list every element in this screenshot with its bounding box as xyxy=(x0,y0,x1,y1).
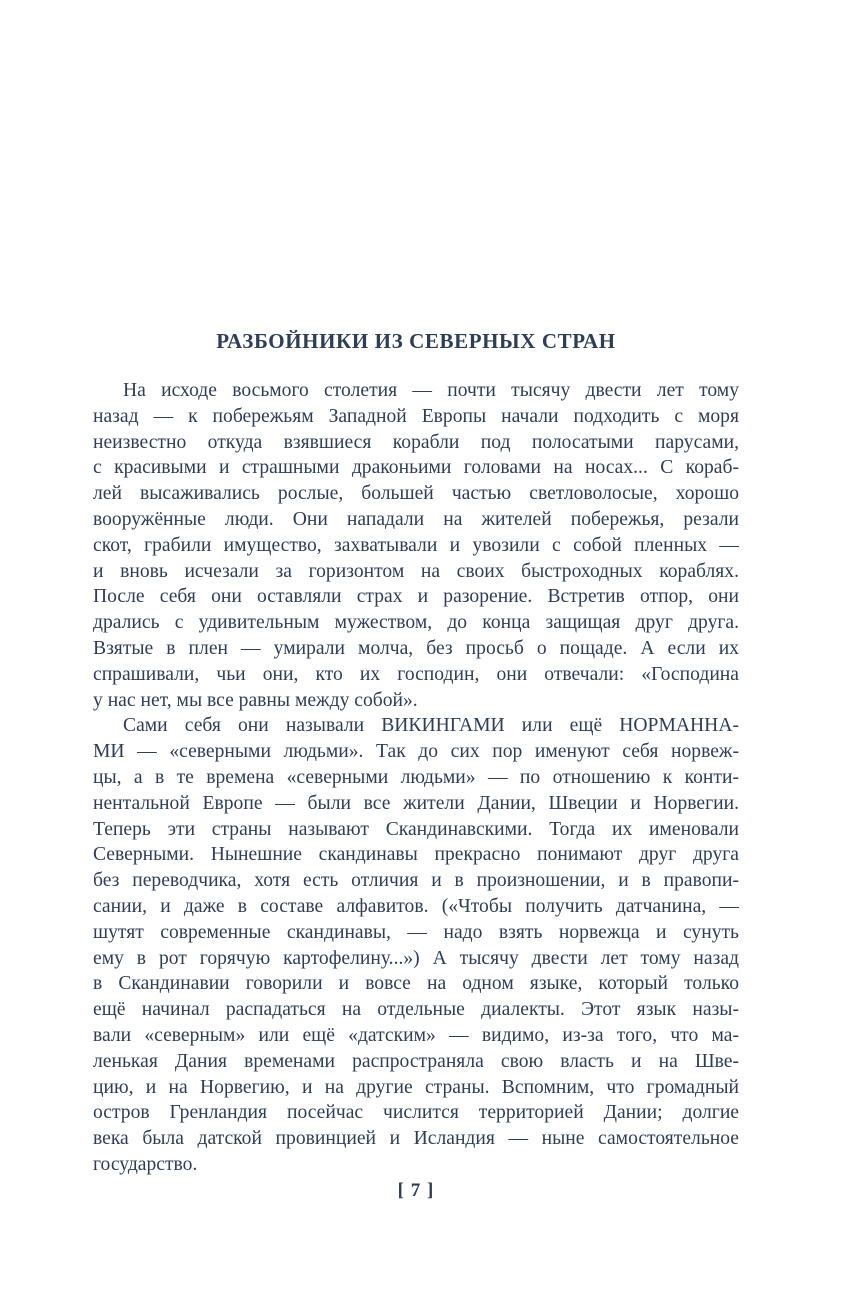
text-line: дрались с удивительным мужеством, до конца защищая друг друга. xyxy=(93,612,739,634)
text-line: сании, и даже в составе алфавитов. («Чтобы получить датчанина, — xyxy=(93,895,739,917)
text-line: вооружённые люди. Они нападали на жителей побережья, резали xyxy=(93,508,739,530)
text-line: нентальной Европе — были все жители Дании, Швеции и Норвегии. xyxy=(93,792,739,814)
page-number: [ 7 ] xyxy=(397,1180,435,1201)
text-line: После себя они оставляли страх и разорение. Встретив отпор, они xyxy=(93,586,739,608)
text-line: Теперь эти страны называют Скандинавскими. Тогда их именовали xyxy=(93,818,739,840)
text-line: века была датской провинцией и Исландия — ныне самостоятельное xyxy=(93,1128,739,1150)
text-line: Северными. Нынешние скандинавы прекрасно понимают друг друга xyxy=(93,844,739,866)
text-line: скот, грабили имущество, захватывали и увозили с собой пленных — xyxy=(93,534,739,556)
text-line: шутят современные скандинавы, — надо взять норвежца и сунуть xyxy=(93,921,739,943)
text-line: Сами себя они называли ВИКИНГАМИ или ещё НОРМАННА- xyxy=(123,715,739,737)
text-line: остров Гренландия посейчас числится территорией Дании; долгие xyxy=(93,1102,739,1124)
text-line: цы, а в те времена «северными людьми» — по отношению к конти- xyxy=(93,766,739,788)
text-block xyxy=(93,378,739,1178)
text-line: ещё начинал распадаться на отдельные диалекты. Этот язык назы- xyxy=(93,999,739,1021)
text-line: неизвестно откуда взявшиеся корабли под полосатыми парусами, xyxy=(93,431,739,453)
text-line: На исходе восьмого столетия — почти тысячу двести лет тому xyxy=(123,380,739,401)
text-line: без переводчика, хотя есть отличия и в произношении, и в правопи- xyxy=(93,870,739,892)
chapter-title: РАЗБОЙНИКИ ИЗ СЕВЕРНЫХ СТРАН xyxy=(216,329,616,353)
text-line: в Скандинавии говорили и вовсе на одном языке, который только xyxy=(93,973,739,995)
text-line: и вновь исчезали за горизонтом на своих быстроходных кораблях. xyxy=(93,560,739,582)
paragraph xyxy=(93,713,739,1177)
text-line: назад — к побережьям Западной Европы начали подходить с моря xyxy=(93,405,739,427)
text-line: ленькая Дания временами распространяла свою власть и на Шве- xyxy=(93,1050,739,1072)
text-line: МИ — «северными людьми». Так до сих пор именуют себя норвеж- xyxy=(93,741,739,763)
text-line: у нас нет, мы все равны между собой». xyxy=(93,689,418,711)
text-line: с красивыми и страшными драконьими головами на носах... С кораб- xyxy=(93,457,739,479)
text-line: вали «северным» или ещё «датским» — видимо, из-за того, что ма- xyxy=(93,1024,739,1046)
text-line: лей высаживались рослые, большей частью светловолосые, хорошо xyxy=(93,483,739,505)
text-line: ему в рот горячую картофелину...») А тысячу двести лет тому назад xyxy=(93,947,739,969)
text-line: спрашивали, чьи они, кто их господин, они отвечали: «Господина xyxy=(93,663,739,685)
text-line: государство. xyxy=(93,1153,198,1175)
paragraph xyxy=(93,378,739,713)
text-line: Взятые в плен — умирали молча, без просьб о пощаде. А если их xyxy=(93,637,739,659)
text-line: цию, и на Норвегию, и на другие страны. Вспомним, что громадный xyxy=(93,1076,739,1098)
